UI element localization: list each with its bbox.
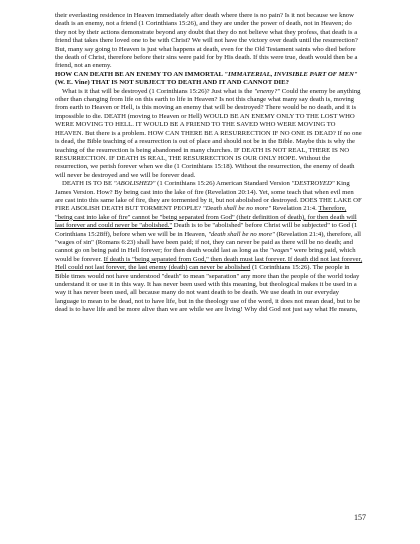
section-heading [55, 71, 363, 88]
underlined-run: If death is "being separated from God," then death must last forever. If death did not last forever, Hell could not last forever, the last enemy (death) can never be abolished [55, 255, 363, 272]
italic-run: "Death shall be no more" [202, 205, 271, 213]
body-text [55, 12, 363, 315]
paragraph-3 [55, 180, 363, 315]
heading-part-2: (W. E. Vine) THAT IS NOT SUBJECT TO DEATH AND IT AND CANNOT DIE? [55, 79, 289, 87]
paragraph-1: their everlasting residence in Heaven immediately after death where there is no pain? Is it not because we know death is an enemy, not a friend (1 Corinthians 15:26), and they are under the power of death, not in Heaven; do they not by their actions demonstrate beyond any doubt that they do not believe what they profess, that death is a friend that takes there loved one to be with Christ? We will not have the victory over death until the resurrection? But, many say going to Heaven is just what happens at death, even for the Old Testament saints who died before the death of Christ, therefore before their sins were paid for by His death. If this were true, death would then be a friend, not an enemy. [55, 12, 358, 70]
paragraph-2 [55, 88, 363, 180]
text-run: What is it that will be destroyed (1 Corinthians 15:26)? Just what is the [62, 87, 255, 95]
italic-run: "enemy?" [254, 87, 281, 95]
text-run: Death is to be "abolished" before Christ will be subjected" to God (1 Corinthians 15:28ff), before when we will be in Heaven, [55, 222, 358, 238]
heading-quote: "IMMATERIAL, INVISIBLE PART OF MEN" [224, 70, 358, 78]
text-run: were bring paid, which would be forever. [55, 247, 356, 263]
heading-part-1: HOW CAN DEATH BE AN ENEMY TO AN IMMORTAL [55, 70, 225, 78]
italic-run: "wages" [269, 247, 293, 255]
text-run: (1 Corinthians 15:26). The people in Bible times would not have understood "death" to mean "separation" any more than the people of the world today understand it or use it in this way. It has never been used with this meaning, but theological makes it be used in a way it has never been used, all because many do not want death to be death. We use death in our everyday language to mean to be dead, not to have life, but in the theology use of the word, it does not mean dead, but to be dead is to have life and be more alive than we are while we are living! Why did God not just say what He means, [55, 264, 361, 314]
text-run: Revelation 21:4. [270, 205, 319, 213]
italic-run: "death shall be no more" [208, 230, 275, 238]
text-run: DEATH IS TO BE [62, 180, 114, 188]
text-run: (1 Corinthians 15:26) American Standard Version [155, 180, 292, 188]
text-run: Could the enemy be anything other than changing from life on this earth to life in Heaven? Is not this change what many say death is, moving from earth to Heaven or Hell, is this moving an enemy that will be destroyed? There would be no death, and it is impossible to die. DEATH (moving to Heaven or Hell) WOULD BE AN ENEMY ONLY TO THE LOST WHO WERE MOVING TO HELL. IT WOULD BE A FRIEND TO THE SAVED WHO WERE MOVING TO HEAVEN. But there is a problem. HOW CAN THERE BE A RESURRECTION IF NO ONE IS DEAD? If no one is dead, the Bible teaching of a resurrection is out of place and should not be in the Bible. Maybe this is why the teaching of the resurrection is being abandoned in many churches. IF DEATH IS NOT REAL, THERE IS NO RESURRECTION. IF DEATH IS REAL, THE RESURRECTION IS OUR ONLY HOPE. Without the resurrection, we perish forever when we die (1 Corinthians 15:18). Without the resurrection, the enemy of death will never be destroyed and we will be forever dead. [55, 87, 362, 179]
page-number: 157 [354, 513, 366, 522]
italic-run: "ABOLISHED" [113, 180, 156, 188]
text-run: King James Version. How? By being cast into the lake of fire (Revelation 20:14). Yet, some teach that when evil men are cast into this same lake of fire, they are tormented by it, but not abolished or destroyed. DOES THE LAKE OF FIRE ABOLISH DEATH BUT TORMENT PEOPLE? [55, 180, 362, 213]
italic-run: "DESTROYED" [291, 180, 335, 188]
underlined-run: Therefore, "being cast into lake of fire" cannot be "being separated from God" (their definition of death), for then death will last forever and could never be "abolished." [55, 205, 357, 230]
text-run: (Revelation 21:4), therefore, all "wages of sin" (Romans 6:23) shall have been paid; if not, they can never be paid as there will be no death; and cannot go on being paid in Hell forever; for then death would last as long as the [55, 230, 361, 255]
